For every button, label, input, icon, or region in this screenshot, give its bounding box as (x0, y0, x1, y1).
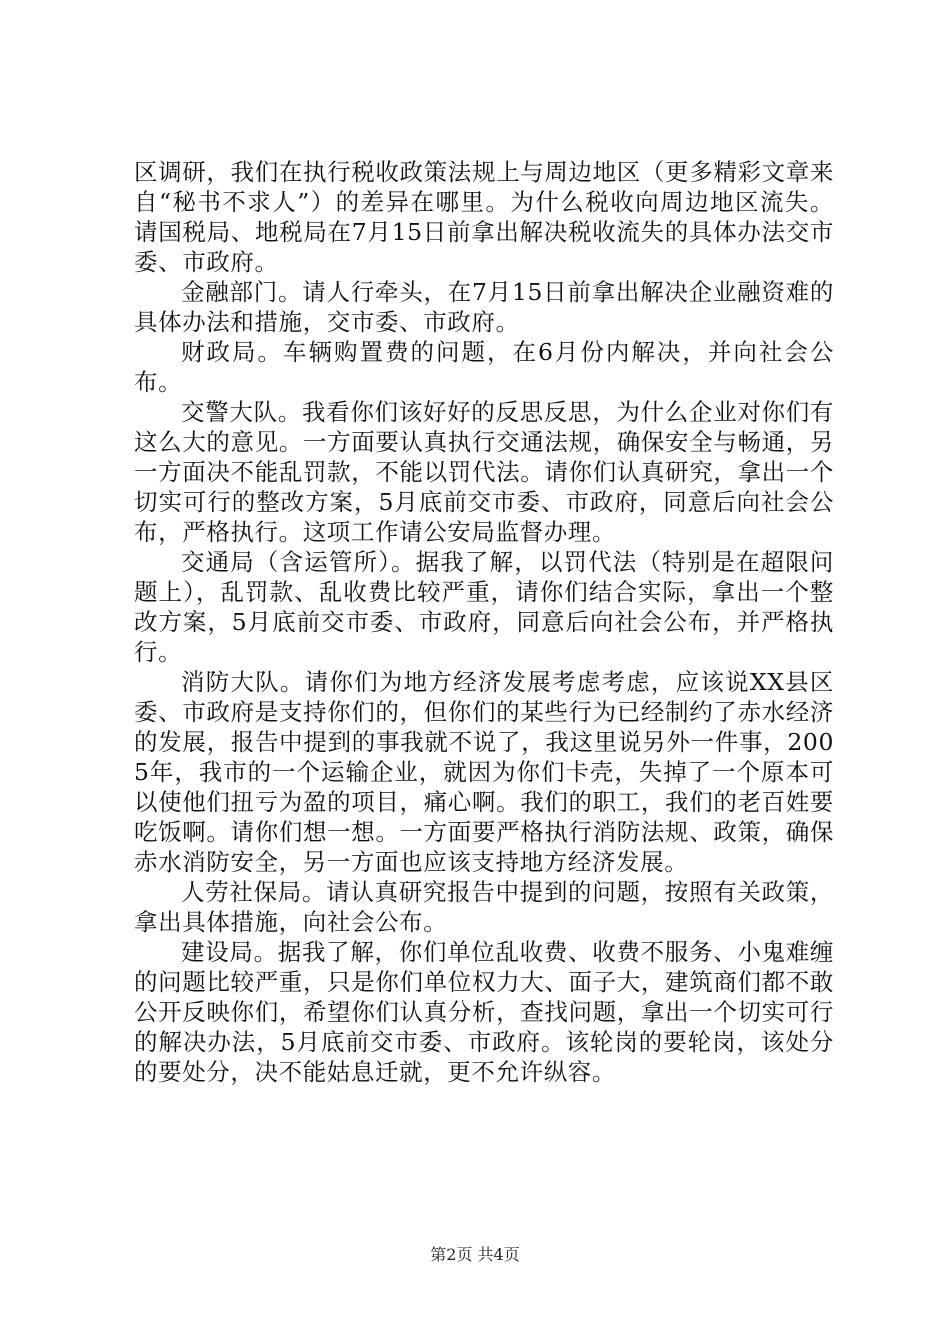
paragraph-transport-bureau: 交通局（含运管所）。据我了解，以罚代法（特别是在超限问题上），乱罚款、乱收费比较严重，请你们结合实际，拿出一个整改方案，5月底前交市委、市政府，同意后向社会公布，并严格执行。 (134, 548, 834, 666)
paragraph-traffic-police: 交警大队。我看你们该好好的反思反思，为什么企业对你们有这么大的意见。一方面要认真执行交通法规，确保安全与畅通，另一方面决不能乱罚款，不能以罚代法。请你们认真研究，拿出一个切实可行的整改方案，5月底前交市委、市政府，同意后向社会公布，严格执行。这项工作请公安局监督办理。 (134, 398, 834, 546)
paragraph-fiscal-bureau: 财政局。车辆购置费的问题，在6月份内解决，并向社会公布。 (134, 338, 834, 396)
body-text (134, 157, 834, 1087)
paragraph-labor-social-security: 人劳社保局。请认真研究报告中提到的问题，按照有关政策，拿出具体措施，向社会公布。 (134, 878, 834, 936)
paragraph-fire-brigade: 消防大队。请你们为地方经济发展考虑考虑，应该说XX县区委、市政府是支持你们的，但你们的某些行为已经制约了赤水经济的发展，报告中提到的事我就不说了，我这里说另外一件事，2005年，我市的一个运输企业，就因为你们卡壳，失掉了一个原本可以使他们扭亏为盈的项目，痛心啊。我们的职工，我们的老百姓要吃饭啊。请你们想一想。一方面要严格执行消防法规、政策，确保赤水消防安全，另一方面也应该支持地方经济发展。 (134, 668, 834, 876)
paragraph-construction-bureau: 建设局。据我了解，你们单位乱收费、收费不服务、小鬼难缠的问题比较严重，只是你们单位权力大、面子大，建筑商们都不敢公开反映你们，希望你们认真分析，查找问题，拿出一个切实可行的解决办法，5月底前交市委、市政府。该轮岗的要轮岗，该处分的要处分，决不能姑息迁就，更不允许纵容。 (134, 938, 834, 1086)
paragraph-finance: 金融部门。请人行牵头，在7月15日前拿出解决企业融资难的具体办法和措施，交市委、市政府。 (134, 278, 834, 336)
paragraph-tax-continuation: 区调研，我们在执行税收政策法规上与周边地区（更多精彩文章来自“秘书不求人”）的差异在哪里。为什么税收向周边地区流失。请国税局、地税局在7月15日前拿出解决税收流失的具体办法交市委、市政府。 (134, 158, 834, 276)
page-number-footer: 第2页 共4页 (430, 1245, 520, 1264)
